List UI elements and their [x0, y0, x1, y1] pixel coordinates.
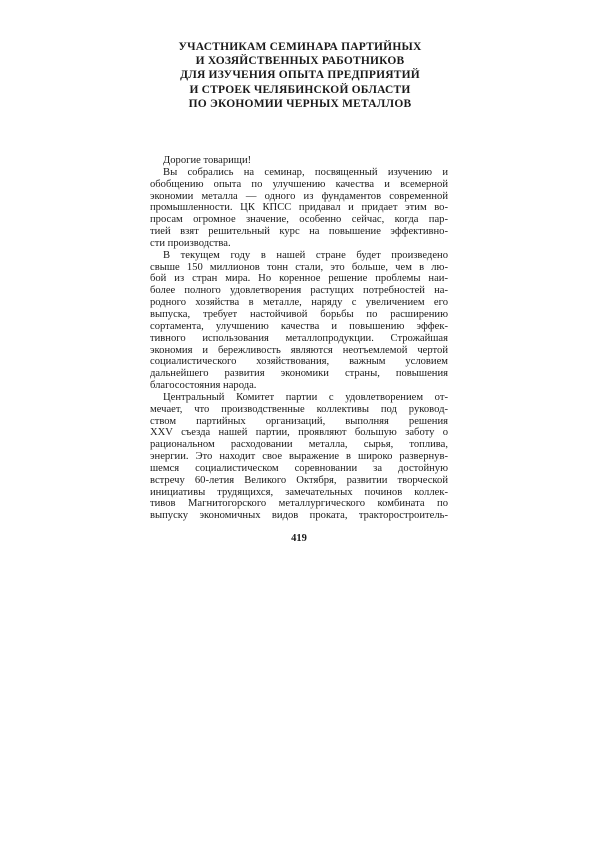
- paragraph: [150, 250, 448, 392]
- text-line: встречу 60-летия Великого Октября, развитии творческой: [150, 474, 448, 486]
- text-line: более полного удовлетворения растущих потребностей на-: [150, 285, 448, 297]
- text-line: дальнейшего развития экономики страны, повышения: [150, 368, 448, 380]
- text-line: тивов Магнитогорского металлургического комбината по: [150, 498, 448, 510]
- text-line: энергии. Это находит свое выражение в широко развернув-: [150, 451, 448, 463]
- text-line: экономия и бережливость являются неотъемлемой чертой: [150, 344, 448, 356]
- text-line: свыше 150 миллионов тонн стали, это больше, чем в лю-: [150, 261, 448, 273]
- text-line: благосостояния народа.: [150, 380, 257, 392]
- text-line: социалистического хозяйствования, важным условием: [150, 356, 448, 368]
- page-content: [150, 155, 448, 545]
- paragraph: [150, 392, 448, 522]
- page-number: 419: [291, 533, 307, 545]
- document-body: [150, 155, 448, 522]
- text-line: рациональном расходовании металла, сырья, топлива,: [150, 439, 448, 451]
- text-line: просам огромное значение, особенно сейчас, когда пар-: [150, 214, 448, 226]
- text-line: обобщению опыта по улучшению качества и всемерной: [150, 178, 448, 190]
- text-line: выпуску экономичных видов проката, тракторостроитель-: [150, 510, 448, 522]
- title-line: И СТРОЕК ЧЕЛЯБИНСКОЙ ОБЛАСТИ: [189, 83, 411, 96]
- text-line: Вы собрались на семинар, посвященный изучению и: [163, 166, 448, 178]
- paragraph: [150, 167, 448, 250]
- title-line: И ХОЗЯЙСТВЕННЫХ РАБОТНИКОВ: [195, 55, 405, 68]
- greeting: Дорогие товарищи!: [163, 155, 252, 166]
- title-line: ПО ЭКОНОМИИ ЧЕРНЫХ МЕТАЛЛОВ: [188, 97, 412, 110]
- text-line: экономии металла — одного из фундаментов современной: [150, 190, 448, 202]
- text-line: мечает, что производственные коллективы под руковод-: [150, 403, 448, 415]
- text-line: сортамента, улучшению качества и повышению эффек-: [150, 320, 448, 332]
- text-line: родного хозяйства в металле, наряду с увеличением его: [150, 297, 448, 309]
- text-line: сти производства.: [150, 237, 231, 249]
- text-line: тией взят решительный курс на повышение эффективно-: [150, 226, 448, 238]
- document-title: [150, 40, 450, 111]
- title-line: ДЛЯ ИЗУЧЕНИЯ ОПЫТА ПРЕДПРИЯТИЙ: [180, 69, 420, 82]
- text-line: бой из стран мира. Но коренное решение проблемы наи-: [150, 273, 448, 285]
- text-line: Центральный Комитет партии с удовлетворением от-: [163, 391, 448, 403]
- text-line: XXV съезда нашей партии, проявляют большую заботу о: [150, 427, 448, 439]
- text-line: ством партийных организаций, выполняя решения: [150, 415, 448, 427]
- text-line: инициативы трудящихся, замечательных починов коллек-: [150, 486, 448, 498]
- text-line: выпуска, требует настойчивой борьбы по расширению: [150, 308, 448, 320]
- paragraphs: [150, 167, 448, 522]
- text-line: промышленности. ЦК КПСС придавал и придает этим во-: [150, 202, 448, 214]
- title-line: УЧАСТНИКАМ СЕМИНАРА ПАРТИЙНЫХ: [178, 41, 422, 53]
- text-line: шемся социалистическом соревновании за достойную: [150, 462, 448, 474]
- text-line: тивного использования металлопродукции. Строжайшая: [150, 332, 448, 344]
- text-line: В текущем году в нашей стране будет произведено: [163, 249, 448, 261]
